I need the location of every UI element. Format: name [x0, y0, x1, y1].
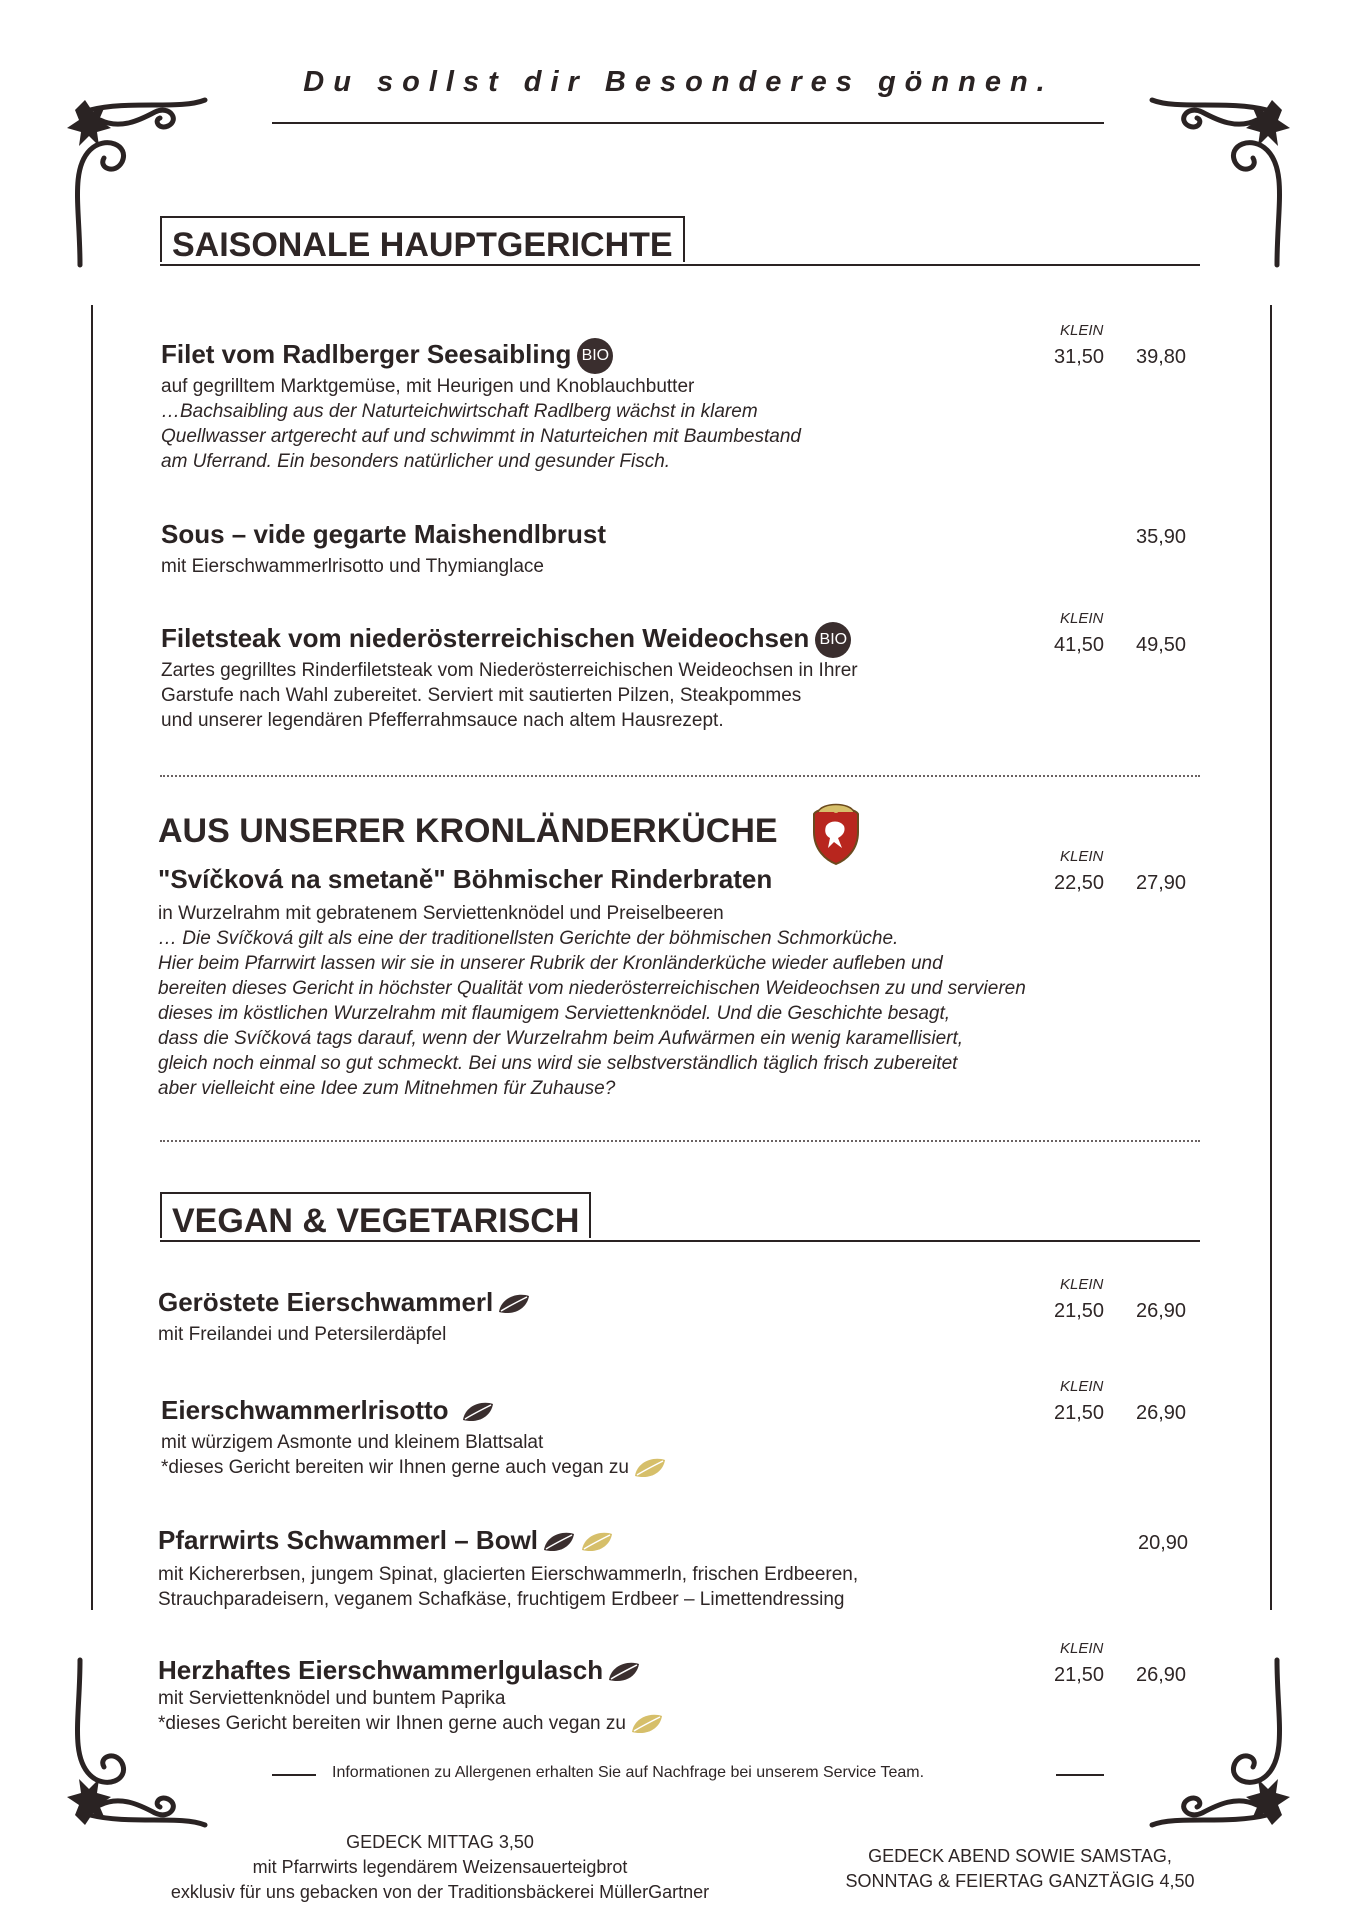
right-border [1270, 305, 1272, 1610]
bohemian-crest-icon [808, 802, 864, 866]
item-story-line: dieses im köstlichen Wurzelrahm mit flaumigem Serviettenknödel. Und die Geschichte besagt, [158, 1003, 951, 1024]
price-small: 21,50 [1054, 1402, 1105, 1424]
item-description: Strauchparadeisern, veganem Schafkäse, fruchtigem Erdbeer – Limettendressing [158, 1589, 845, 1610]
gedeck-mittag-desc: mit Pfarrwirts legendärem Weizensauerteigbrot [252, 1857, 628, 1877]
item-description: Zartes gegrilltes Rinderfiletsteak vom Niederösterreichischen Weideochsen in Ihrer [161, 660, 858, 682]
price-small: 31,50 [1054, 346, 1105, 368]
price-small: 22,50 [1054, 872, 1105, 894]
price: 26,90 [1136, 1300, 1187, 1322]
item-description: auf gegrilltem Marktgemüse, mit Heurigen und Knoblauchbutter [161, 376, 695, 398]
price-small: 21,50 [1054, 1664, 1105, 1686]
klein-label: KLEIN [1060, 848, 1104, 865]
item-description: mit würzigem Asmonte und kleinem Blattsalat [161, 1432, 544, 1453]
price: 35,90 [1136, 526, 1187, 548]
item-story-line: aber vielleicht eine Idee zum Mitnehmen für Zuhause? [158, 1078, 616, 1099]
item-title: Filetsteak vom niederösterreichischen Weideochsen [161, 623, 810, 653]
footer-rule [272, 1774, 316, 1776]
item-story-line: am Uferrand. Ein besonders natürlicher und gesunder Fisch. [161, 451, 671, 473]
dotted-divider [160, 1140, 1200, 1142]
item-title: Pfarrwirts Schwammerl – Bowl [158, 1525, 539, 1555]
klein-label: KLEIN [1060, 1378, 1104, 1395]
item-title: Geröstete Eierschwammerl [158, 1287, 494, 1317]
dark-leaf-icon [607, 1660, 641, 1684]
gedeck-mittag: GEDECK MITTAG 3,50 [346, 1832, 534, 1852]
dotted-divider [160, 775, 1200, 777]
item-description: in Wurzelrahm mit gebratenem Serviettenknödel und Preiselbeeren [158, 903, 724, 924]
item-story-line: Quellwasser artgerecht auf und schwimmt in Naturteichen mit Baumbestand [161, 426, 801, 448]
gold-leaf-icon [580, 1530, 614, 1554]
price-small: 41,50 [1054, 634, 1105, 656]
price: 20,90 [1138, 1532, 1189, 1554]
dark-leaf-icon [542, 1530, 576, 1554]
item-story-line: …Bachsaibling aus der Naturteichwirtschaft Radlberg wächst in klarem [161, 401, 758, 423]
menu-item-filetsteak [161, 622, 858, 733]
header-rule [272, 122, 1104, 124]
item-description: mit Kichererbsen, jungem Spinat, glacierten Eierschwammerln, frischen Erdbeeren, [158, 1564, 859, 1585]
gold-leaf-icon [630, 1712, 664, 1736]
price: 26,90 [1136, 1402, 1187, 1424]
footer-left [100, 1830, 780, 1905]
item-story-line: Hier beim Pfarrwirt lassen wir sie in unserer Rubrik der Kronländerküche wieder aufleben und [158, 953, 943, 974]
item-story-line: gleich noch einmal so gut schmeckt. Bei uns wird sie selbstverständlich täglich frisch zubereitet [158, 1053, 958, 1074]
klein-label: KLEIN [1060, 1640, 1104, 1657]
section-title-kronland: AUS UNSERER KRONLÄNDERKÜCHE [158, 812, 778, 850]
tagline: Du sollst dir Besonderes gönnen. [303, 66, 1054, 98]
menu-item-svickova [158, 863, 1026, 1101]
corner-ornament-icon [1147, 90, 1297, 270]
menu-item-gulasch [158, 1654, 664, 1736]
item-description: und unserer legendären Pfefferrahmsauce nach altem Hausrezept. [161, 710, 724, 732]
price: 39,80 [1136, 346, 1187, 368]
gedeck-abend: SONNTAG & FEIERTAG GANZTÄGIG 4,50 [845, 1871, 1195, 1891]
section-title-saisonal: SAISONALE HAUPTGERICHTE [160, 216, 685, 262]
vegan-note: *dieses Gericht bereiten wir Ihnen gerne auch vegan zu [158, 1713, 626, 1734]
dark-leaf-icon [461, 1400, 495, 1424]
dark-leaf-icon [497, 1292, 531, 1316]
price: 26,90 [1136, 1664, 1187, 1686]
item-title: "Svíčková na smetaně" Böhmischer Rinderbraten [158, 864, 773, 894]
item-title: Filet vom Radlberger Seesaibling [161, 339, 572, 369]
item-description: mit Freilandei und Petersilerdäpfel [158, 1324, 447, 1345]
section-rule [160, 264, 1200, 266]
gold-leaf-icon [633, 1456, 667, 1480]
klein-label: KLEIN [1060, 1276, 1104, 1293]
price: 27,90 [1136, 872, 1187, 894]
klein-label: KLEIN [1060, 610, 1104, 627]
klein-label: KLEIN [1060, 322, 1104, 339]
section-title-vegan: VEGAN & VEGETARISCH [160, 1192, 591, 1238]
price-small: 21,50 [1054, 1300, 1105, 1322]
item-story-line: dass die Svíčková tags darauf, wenn der Wurzelrahm beim Aufwärmen ein wenig karamellisiert, [158, 1028, 964, 1049]
menu-item-risotto [161, 1394, 667, 1480]
footer-right [800, 1844, 1240, 1894]
vegan-note: *dieses Gericht bereiten wir Ihnen gerne auch vegan zu [161, 1457, 629, 1478]
item-title: Herzhaftes Eierschwammerlgulasch [158, 1655, 604, 1685]
gedeck-abend: GEDECK ABEND SOWIE SAMSTAG, [868, 1846, 1172, 1866]
menu-item-seesaibling [161, 338, 801, 474]
item-title: Eierschwammerlrisotto [161, 1395, 449, 1425]
item-story-line: bereiten dieses Gericht in höchster Qualität vom niederösterreichischen Weideochsen zu und servieren [158, 978, 1026, 999]
menu-item-eierschwammerl [158, 1286, 531, 1347]
footer-rule [1056, 1774, 1104, 1776]
gedeck-mittag-desc: exklusiv für uns gebacken von der Traditionsbäckerei MüllerGartner [170, 1882, 710, 1902]
menu-item-bowl [158, 1524, 858, 1612]
left-border [91, 305, 93, 1610]
menu-item-maishendl [161, 518, 606, 579]
item-description: mit Eierschwammerlrisotto und Thymianglace [161, 556, 544, 577]
price: 49,50 [1136, 634, 1187, 656]
item-title: Sous – vide gegarte Maishendlbrust [161, 519, 606, 549]
item-story-line: … Die Svíčková gilt als eine der traditionellsten Gerichte der böhmischen Schmorküche. [158, 928, 899, 949]
allergen-info: Informationen zu Allergenen erhalten Sie auf Nachfrage bei unserem Service Team. [332, 1764, 925, 1781]
item-description: mit Serviettenknödel und buntem Paprika [158, 1688, 506, 1709]
bio-badge: BIO [815, 622, 851, 658]
section-rule [160, 1240, 1200, 1242]
item-description: Garstufe nach Wahl zubereitet. Serviert mit sautierten Pilzen, Steakpommes [161, 685, 802, 707]
bio-badge: BIO [577, 338, 613, 374]
